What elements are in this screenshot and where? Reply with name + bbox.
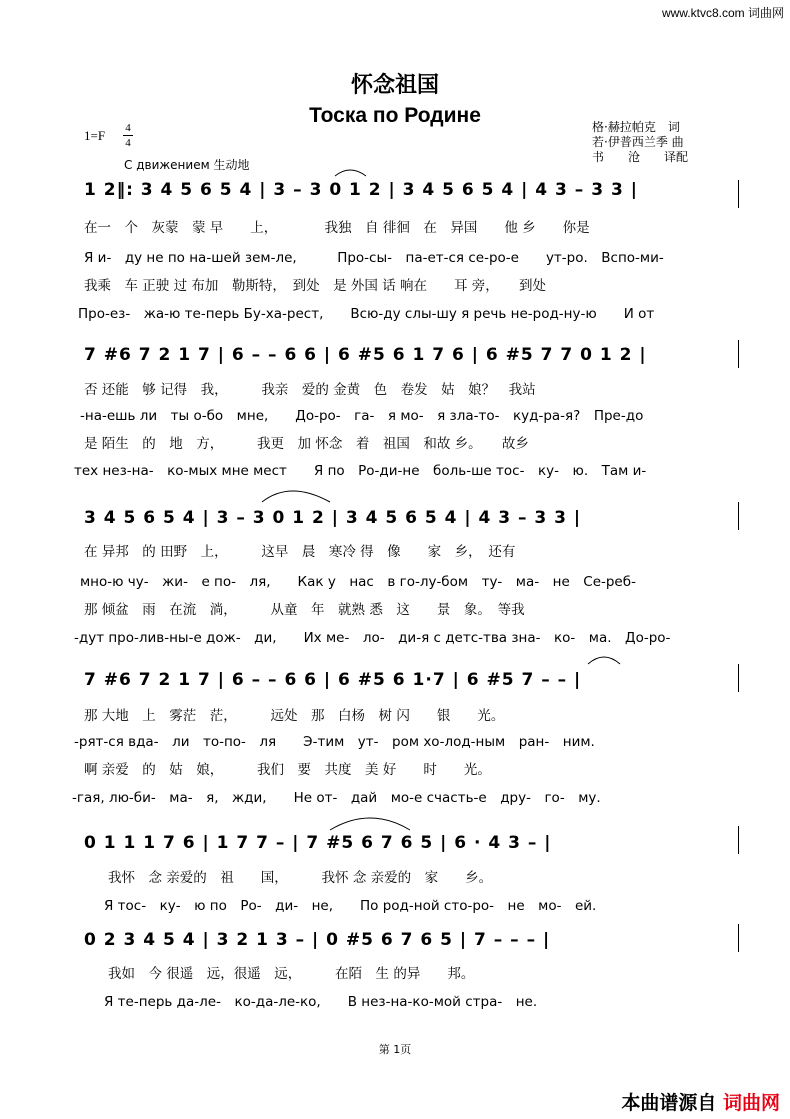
- lyrics-row-3-verse-2-ru: -дут про-лив-ны-е дож- ди, Их ме- ло- ди-я с детс-тва зна- ко- ма. До-ро-: [74, 630, 671, 646]
- lyrics-row-5-russian: Я тос- ку- ю по Ро- ди- не, По род-ной сто-ро- не мо- ей.: [104, 898, 597, 914]
- key-signature: 1=F: [84, 128, 106, 143]
- notation-row-5: 0 1 1 1 7 6 | 1 7 7 – | 7 #5 6 7 6 5 | 6 · 4 3 – |: [84, 833, 552, 853]
- lyrics-row-1-verse-2: 我乘 车 正驶 过 布加 勒斯特， 到处 是 外国 话 响在 耳 旁， 到处: [84, 278, 547, 294]
- lyrics-row-1-verse-2-ru: Про-ез- жа-ю те-перь Бу-ха-рест, Всю-ду слы-шу я речь не-род-ну-ю И от: [78, 306, 655, 322]
- lyrics-row-2-verse-1: 否 还能 够 记得 我， 我亲 爱的 金黄 色 卷发 姑 娘？ 我站: [84, 382, 536, 398]
- lyrics-row-4-verse-2-ru: -гая, лю-би- ма- я, жди, Не от- дай мо-е счасть-е дру- го- му.: [72, 790, 601, 806]
- lyrics-row-3-verse-1: 在 异邦 的 田野 上， 这早 晨 寒冷 得 像 家 乡， 还有: [84, 544, 516, 560]
- lyrics-row-4-verse-1: 那 大地 上 雾茫 茫， 远处 那 白杨 树 闪 银 光。: [84, 708, 505, 724]
- notation-row-3: 3 4 5 6 5 4 | 3 – 3 0 1 2 | 3 4 5 6 5 4 | 4 3 – 3 3 |: [84, 508, 582, 528]
- lyrics-row-4-verse-1-ru: -рят-ся вда- ли то-по- ля Э-тим ут- ром хо-лод-ным ран- ним.: [74, 734, 595, 750]
- credit-translator: 书 沧 译配: [592, 150, 689, 164]
- lyrics-row-6-chinese: 我如 今 很遥 远，很遥 远， 在陌 生 的异 邦。: [108, 966, 475, 982]
- lyrics-row-2-verse-2-ru: тех нез-на- ко-мых мне мест Я по Ро-ди-не боль-ше тос- ку- ю. Там и-: [74, 463, 647, 479]
- lyrics-row-5-chinese: 我怀 念 亲爱的 祖 国， 我怀 念 亲爱的 家 乡。: [108, 870, 493, 886]
- lyrics-row-4-verse-2: 啊 亲爱 的 姑 娘， 我们 要 共度 美 好 时 光。: [84, 762, 491, 778]
- brand-name: 词曲网: [722, 1092, 780, 1114]
- notation-row-4: 7 #6 7 2 1 7 | 6 – – 6 6 | 6 #5 6 1·7 | 6 #5 7 – – |: [84, 670, 582, 690]
- lyrics-row-1-verse-1-ru: Я и- ду не по на-шей зем-ле, Про-сы- па-ет-ся се-ро-е ут-ро. Вспо-ми-: [84, 250, 664, 266]
- song-title-chinese: 怀念祖国: [350, 72, 439, 98]
- notation-row-2: 7 #6 7 2 1 7 | 6 – – 6 6 | 6 #5 6 1 7 6 | 6 #5 7 7 0 1 2 |: [84, 345, 647, 365]
- brand-prefix: 本曲谱源自: [621, 1092, 717, 1114]
- page-number: 第 1页: [378, 1043, 412, 1056]
- time-signature-bottom: 4: [125, 137, 131, 149]
- lyrics-row-2-verse-2: 是 陌生 的 地 方， 我更 加 怀念 着 祖国 和故 乡。 故乡: [84, 436, 529, 452]
- lyrics-row-6-russian: Я те-перь да-ле- ко-да-ле-ко, В нез-на-ко-мой стра- не.: [104, 994, 538, 1010]
- notation-row-1: 1 2‖: 3 4 5 6 5 4 | 3 – 3 0 1 2 | 3 4 5 6 5 4 | 4 3 – 3 3 |: [84, 180, 638, 200]
- lyrics-row-1-verse-1: 在一 个 灰蒙 蒙 早 上， 我独 自 徘徊 在 异国 他 乡 你是: [84, 220, 590, 236]
- lyrics-row-3-verse-2: 那 倾盆 雨 在流 淌， 从童 年 就熟 悉 这 景 象。 等我: [84, 602, 525, 618]
- tempo-marking: С движением 生动地: [124, 158, 250, 172]
- lyrics-row-3-verse-1-ru: мно-ю чу- жи- е по- ля, Как у нас в го-лу-бом ту- ма- не Се-реб-: [80, 574, 636, 590]
- notation-row-6: 0 2 3 4 5 4 | 3 2 1 3 – | 0 #5 6 7 6 5 | 7 – – – |: [84, 930, 551, 950]
- credit-composer: 若·伊普西兰季 曲: [592, 135, 684, 149]
- credit-lyricist: 格·赫拉帕克 词: [592, 120, 680, 134]
- lyrics-row-2-verse-1-ru: -на-ешь ли ты о-бо мне, До-ро- га- я мо- я зла-то- куд-ра-я? Пре-до: [80, 408, 644, 424]
- site-watermark: www.ktvc8.com 词曲网: [661, 6, 784, 20]
- time-signature-top: 4: [125, 122, 131, 134]
- song-title-russian: Тоска по Родине: [309, 104, 481, 127]
- source-brand: [621, 1088, 780, 1115]
